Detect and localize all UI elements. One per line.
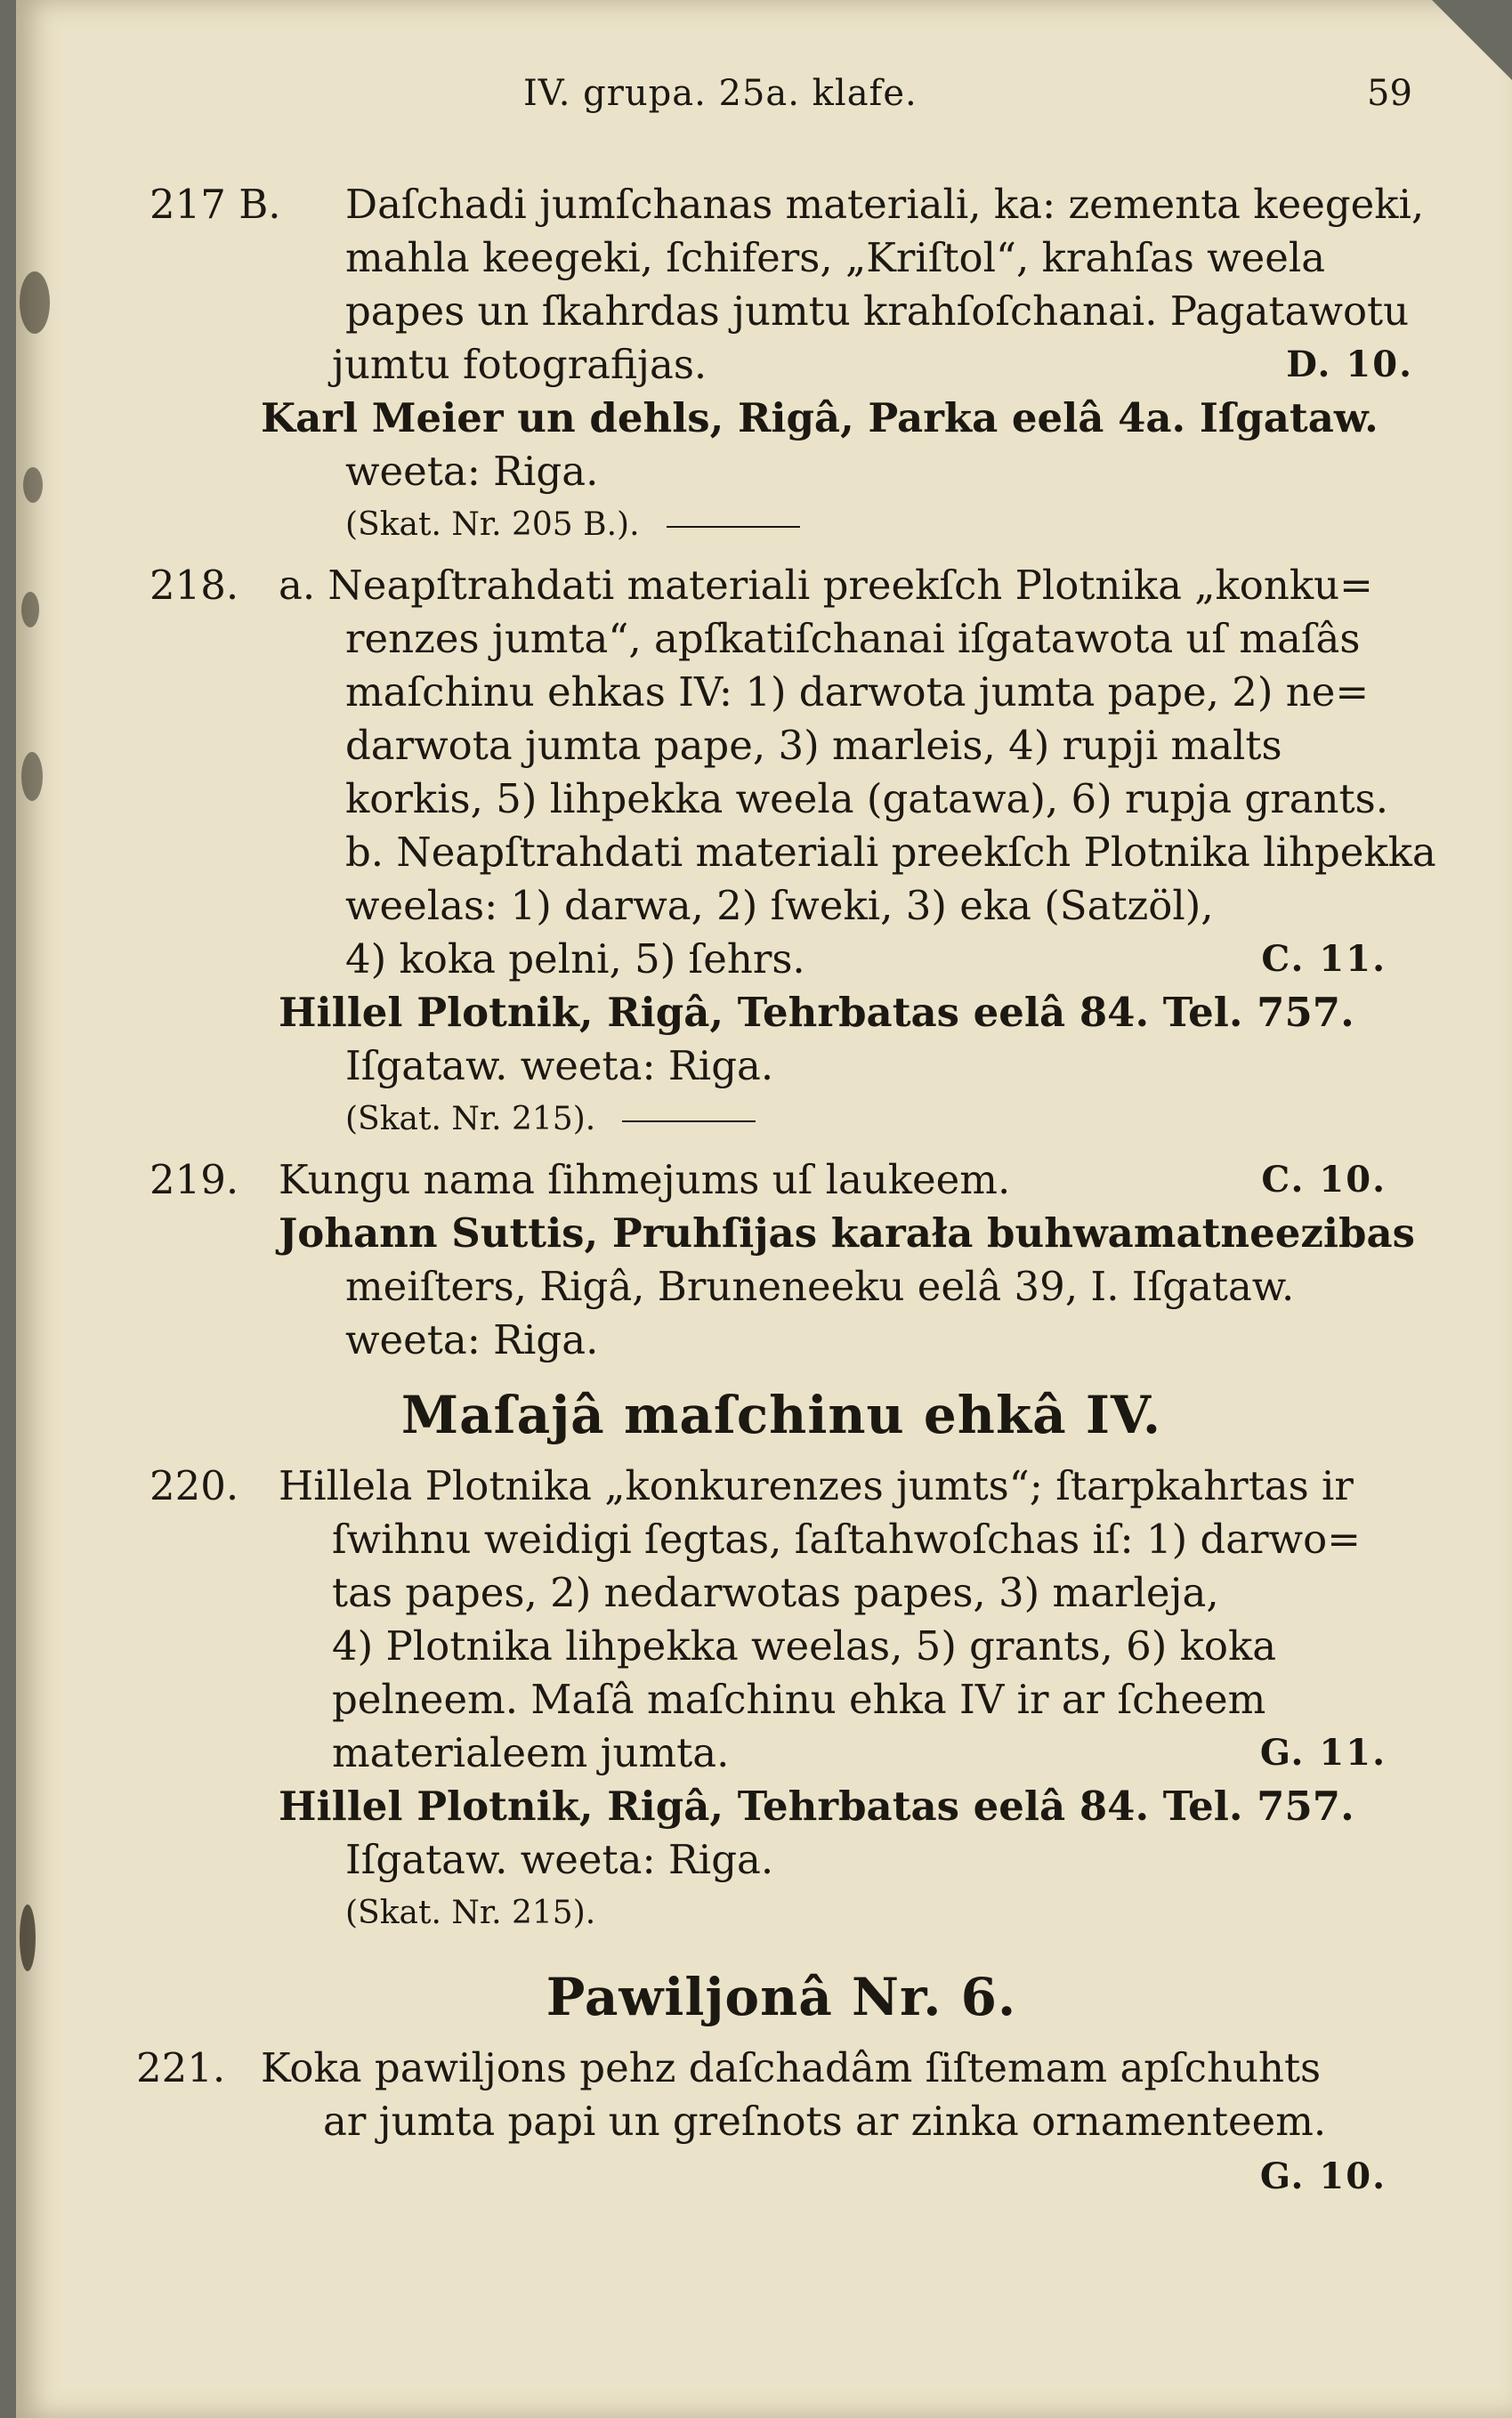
running-header: IV. grupa. 25a. klafe. [523, 73, 918, 114]
entry-line: renzes jumta“, apſkatiſchanai iſgatawota uſ maſâs [345, 615, 1361, 662]
entry-number: 217 B. [150, 181, 281, 228]
catalog-code: D. 10. [1286, 344, 1413, 385]
entry-number: 219. [150, 1156, 239, 1203]
entry-line: papes un ſkahrdas jumtu krahſoſchanai. Pagatawotu [345, 287, 1410, 335]
entry-line: Hillela Plotnika „konkurenzes jumts“; ſtarpkahrtas ir [279, 1462, 1354, 1509]
page-number: 59 [1367, 73, 1412, 114]
exhibitor-line: weeta: Riga. [345, 1316, 599, 1363]
entry-218 [150, 559, 1436, 1146]
entry-line: Kungu nama ſihmejums uſ laukeem. [279, 1156, 1011, 1203]
ink-blot [23, 467, 43, 503]
section-heading: Maſajâ maſchinu ehkâ IV. [400, 1385, 1162, 1445]
entry-line: ſwihnu weidigi ſegtas, ſaſtahwoſchas iſ: 1) darwo= [332, 1516, 1361, 1563]
exhibitor-line: Iſgataw. weeta: Riga. [345, 1042, 774, 1089]
exhibitor-line: meiſters, Rigâ, Bruneneeku eelâ 39, I. Iſgataw. [345, 1263, 1295, 1310]
entry-line: tas papes, 2) nedarwotas papes, 3) marleja, [332, 1569, 1219, 1616]
ink-blot [21, 752, 43, 801]
separator-rule [622, 1120, 756, 1122]
exhibitor-line: Hillel Plotnik, Rigâ, Tehrbatas eelâ 84. Tel. 757. [279, 989, 1354, 1036]
separator-rule [667, 526, 800, 528]
entry-line: b. Neapſtrahdati materiali preekſch Plotnika lihpekka [345, 829, 1436, 876]
entry-220 [150, 1460, 1413, 1940]
entry-number: 218. [150, 562, 239, 609]
exhibitor-line: Johann Suttis, Pruhſijas karała buhwamatneezibas [279, 1209, 1415, 1257]
entry-221 [136, 2042, 1413, 2202]
catalog-reference: (Skat. Nr. 215). [345, 1101, 596, 1137]
exhibitor-line: Iſgataw. weeta: Riga. [345, 1836, 774, 1883]
entry-line: pelneem. Maſâ maſchinu ehka IV ir ar ſcheem [332, 1676, 1266, 1723]
catalog-code: C. 11. [1261, 938, 1387, 980]
entry-line: ar jumta papi un greſnots ar zinka ornamenteem. [323, 2098, 1327, 2145]
entry-line: Koka pawiljons pehz daſchadâm ſiſtemam apſchuhts [261, 2044, 1322, 2091]
exhibitor-line: Hillel Plotnik, Rigâ, Tehrbatas eelâ 84. Tel. 757. [279, 1783, 1354, 1830]
exhibitor-line: Karl Meier un dehls, Rigâ, Parka eelâ 4a. Iſgataw. [261, 394, 1379, 441]
entry-line: a. Neapſtrahdati materiali preekſch Plotnika „konku= [279, 562, 1373, 609]
entry-line: darwota jumta pape, 3) marleis, 4) rupji malts [345, 722, 1282, 769]
entry-line: maſchinu ehkas IV: 1) darwota jumta pape, 2) ne= [345, 668, 1370, 716]
exhibitor-line: weeta: Riga. [345, 448, 599, 495]
entry-line: materialeem jumta. [332, 1729, 730, 1776]
entry-number: 221. [136, 2044, 226, 2091]
section-heading: Pawiljonâ Nr. 6. [546, 1967, 1017, 2027]
catalog-reference: (Skat. Nr. 205 B.). [345, 506, 640, 543]
entry-line: 4) Plotnika lihpekka weelas, 5) grants, 6) koka [332, 1622, 1277, 1670]
book-page [16, 0, 1512, 2418]
catalog-code: C. 10. [1261, 1159, 1387, 1201]
catalog-code: G. 11. [1259, 1732, 1387, 1774]
page-body [136, 178, 1436, 2202]
catalog-reference: (Skat. Nr. 215). [345, 1895, 596, 1931]
entry-line: Daſchadi jumſchanas materiali, ka: zementa keegeki, [345, 181, 1425, 228]
ink-blot [21, 592, 39, 627]
entry-line: weelas: 1) darwa, 2) ſweki, 3) eka (Satzöl), [345, 882, 1214, 929]
entry-line: jumtu fotografijas. [332, 341, 707, 388]
ink-blot [20, 271, 50, 334]
entry-line: korkis, 5) lihpekka weela (gatawa), 6) rupja grants. [345, 775, 1388, 822]
torn-corner [1432, 0, 1512, 80]
entry-219 [150, 1153, 1413, 1367]
ink-blot [20, 1904, 36, 1971]
catalog-code: G. 10. [1259, 2155, 1387, 2197]
entry-line: mahla keegeki, ſchifers, „Kriſtol“, krahſas weela [345, 234, 1326, 281]
entry-number: 220. [150, 1462, 239, 1509]
entry-217 [150, 178, 1425, 552]
entry-line: 4) koka pelni, 5) ſehrs. [345, 935, 805, 983]
